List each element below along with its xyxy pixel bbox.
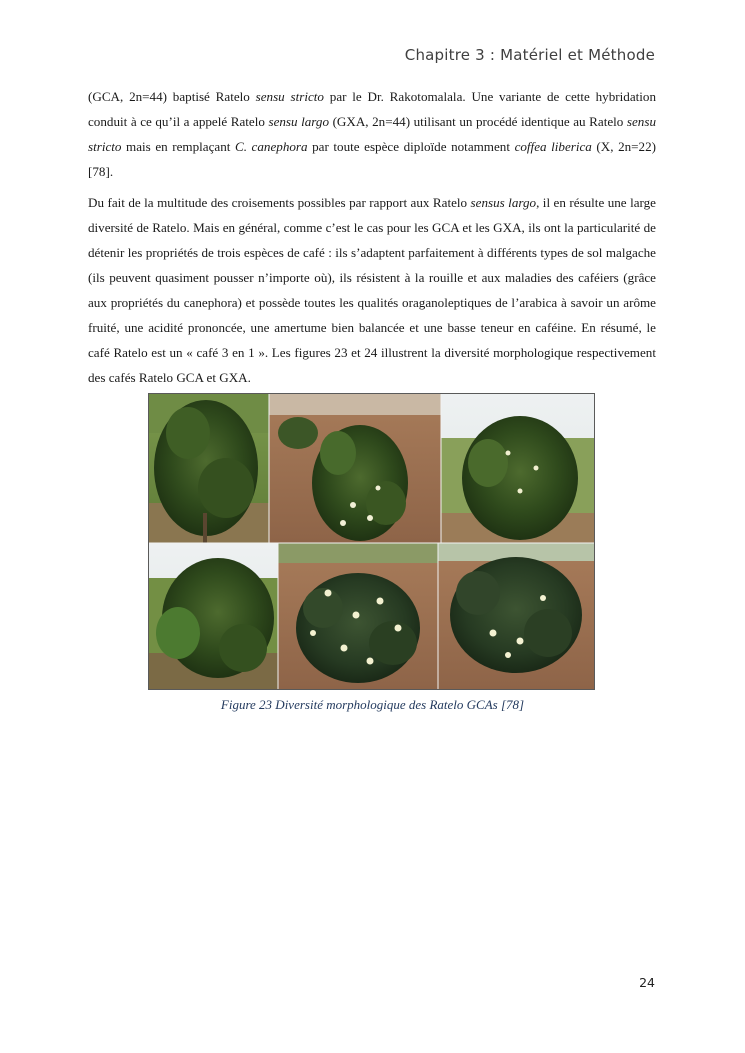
- italic-term: coffea liberica: [514, 139, 592, 154]
- photo-top-middle: [269, 393, 441, 543]
- italic-term: sensu stricto: [88, 114, 656, 154]
- figure-caption: Figure 23 Diversité morphologique des Ratelo GCAs [78]: [220, 697, 525, 712]
- page-number: 24: [639, 975, 655, 990]
- photo-bottom-left: [148, 543, 278, 690]
- photo-top-left: [148, 393, 269, 543]
- text-run: par toute espèce diploïde notamment: [307, 139, 515, 154]
- italic-term: sensu stricto: [255, 89, 324, 104]
- text-run: (X, 2n=22) [78].: [88, 139, 657, 179]
- body-text: [88, 84, 656, 390]
- italic-term: sensus largo: [470, 195, 537, 210]
- photo-bottom-middle: [278, 543, 438, 690]
- photo-top-right: [441, 393, 595, 543]
- photo-bottom-right: [438, 543, 595, 690]
- text-run: , il en résulte une large diversité de Ratelo. Mais en général, comme c’est le cas pour les GCA et les GXA, ils ont la particularité de détenir les propriétés de trois espèces de café : ils s’adaptent parfaitement à différents types de sol malgache (ils peuvent quasiment pousser n’importe où), ils résistent à la rouille et aux maladies des caféiers (grâce aux propriétés du canephora) et possède toutes les qualités oraganoleptiques de l’arabica à savoir un arôme fruité, une acidité prononcée, une amertume bien balancée et une basse teneur en caféine. En résumé, le café Ratelo est un « café 3 en 1 ». Les figures 23 et 24 illustrent la diversité morphologique respectivement des cafés Ratelo GCA et GXA.: [88, 195, 656, 385]
- text-run: par le Dr. Rakotomalala. Une variante de cette hybridation conduit à ce qu’il a appelé Ratelo: [88, 89, 656, 129]
- text-run: (GXA, 2n=44) utilisant un procédé identique au Ratelo: [329, 114, 627, 129]
- chapter-header: Chapitre 3 : Matériel et Méthode: [404, 46, 655, 64]
- italic-term: sensu largo: [268, 114, 330, 129]
- text-run: Du fait de la multitude des croisements possibles par rapport aux Ratelo: [88, 195, 471, 210]
- paragraph-2: [88, 190, 656, 390]
- figure-23-photo-collage: [148, 393, 595, 690]
- paragraph-1: [88, 84, 656, 184]
- text-run: (GCA, 2n=44) baptisé Ratelo: [88, 89, 256, 104]
- text-run: mais en remplaçant: [121, 139, 235, 154]
- italic-term: C. canephora: [234, 139, 308, 154]
